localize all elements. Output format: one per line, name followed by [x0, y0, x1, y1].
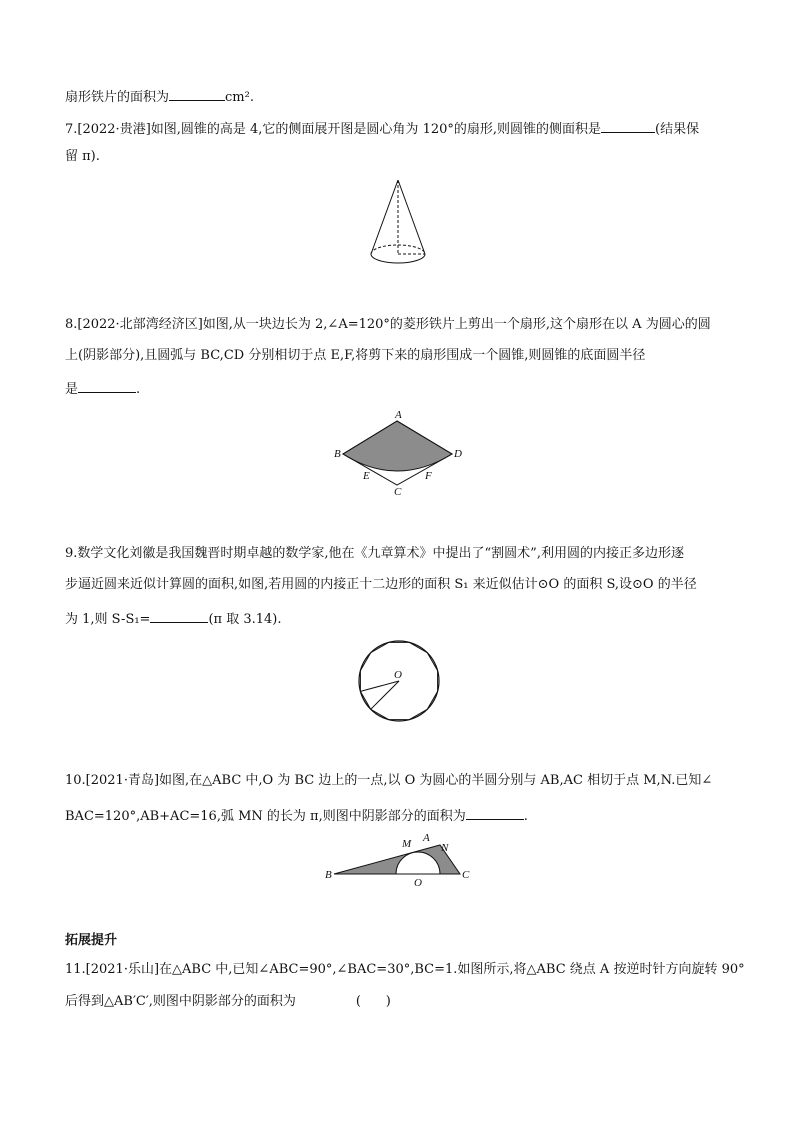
q7-text: 7.[2022·贵港]如图,圆锥的高是 4,它的侧面展开图是圆心角为 120°的扇形,则圆锥的侧面积是: [65, 122, 602, 137]
q10-line-2: [65, 805, 730, 826]
triangle-semicircle-figure: [322, 828, 472, 890]
q9-text-3-tail: (π 取 3.14).: [208, 612, 282, 627]
q11-text-2: 后得到△AB′C′,则图中阴影部分的面积为: [65, 994, 296, 1009]
triangle-label-n: N: [441, 842, 449, 854]
q9-answer-blank[interactable]: [150, 608, 208, 623]
q10-answer-blank[interactable]: [466, 805, 524, 820]
q6-answer-blank[interactable]: [169, 86, 225, 101]
q7-text-2: 留 π).: [65, 149, 100, 164]
q6-tail-text: 扇形铁片的面积为: [65, 90, 170, 105]
q11-text-1: 11.[2021·乐山]在△ABC 中,已知∠ABC=90°,∠BAC=30°,BC=1.如图所示,将△ABC 绕点 A 按逆时针方向旋转 90°: [65, 962, 745, 977]
rhombus-label-c: C: [394, 486, 402, 498]
q8-line-3: [65, 378, 730, 399]
q8-line-2: [65, 347, 730, 365]
q6-unit: cm².: [225, 90, 254, 105]
rhombus-label-a: A: [395, 409, 402, 421]
cone-figure: [366, 176, 430, 270]
q8-line-1: [65, 316, 730, 334]
rhombus-label-d: D: [454, 448, 462, 460]
q9-line-2: [65, 576, 730, 594]
q10-line-1: [65, 772, 730, 790]
triangle-label-m: M: [402, 838, 412, 850]
q8-period: .: [136, 382, 141, 397]
q9-text-1: 9.数学文化刘徽是我国魏晋时期卓越的数学家,他在《九章算术》中提出了“割圆术”,利用圆的内接正多边形逐: [65, 546, 684, 561]
q6-tail-line: [65, 86, 730, 107]
q8-text-3: 是: [65, 382, 79, 397]
q8-text-2: 上(阴影部分),且圆弧与 BC,CD 分别相切于点 E,F,将剪下来的扇形围成一个圆锥,则圆锥的底面圆半径: [65, 348, 646, 363]
q10-period: .: [523, 809, 528, 824]
q7-text-tail: (结果保: [655, 122, 700, 137]
rhombus-label-b: B: [334, 448, 341, 460]
q7-answer-blank[interactable]: [601, 118, 655, 133]
q10-text-1: 10.[2021·青岛]如图,在△ABC 中,O 为 BC 边上的一点,以 O 为圆心的半圆分别与 AB,AC 相切于点 M,N.已知∠: [65, 773, 713, 788]
q7-line-2: [65, 148, 730, 166]
q8-answer-blank[interactable]: [78, 378, 136, 393]
q9-text-2: 步逼近圆来近似计算圆的面积,如图,若用圆的内接正十二边形的面积 S₁ 来近似估计⊙O 的面积 S,设⊙O 的半径: [65, 577, 697, 592]
q11-line-1: [65, 961, 745, 979]
q11-choice-bracket[interactable]: ( ): [355, 994, 391, 1009]
q9-text-3: 为 1,则 S-S₁=: [65, 612, 151, 627]
triangle-label-c: C: [462, 869, 470, 881]
rhombus-label-f: F: [425, 470, 432, 482]
section-heading: 拓展提升: [65, 933, 118, 948]
rhombus-label-e: E: [363, 470, 370, 482]
triangle-label-o: O: [414, 877, 422, 889]
q9-line-3: [65, 608, 730, 629]
rhombus-sector-figure: [330, 408, 470, 500]
triangle-label-b: B: [325, 869, 332, 881]
q7-line-1: [65, 118, 730, 139]
triangle-label-a: A: [423, 832, 430, 844]
q8-text-1: 8.[2022·北部湾经济区]如图,从一块边长为 2,∠A=120°的菱形铁片上剪出一个扇形,这个扇形在以 A 为圆心的圆: [65, 317, 711, 332]
circle-label-o: O: [394, 669, 402, 681]
circle-dodecagon-figure: [356, 638, 442, 724]
q10-text-2: BAC=120°,AB+AC=16,弧 MN 的长为 π,则图中阴影部分的面积为: [65, 809, 466, 824]
q11-line-2: [65, 993, 730, 1011]
q9-line-1: [65, 545, 730, 563]
